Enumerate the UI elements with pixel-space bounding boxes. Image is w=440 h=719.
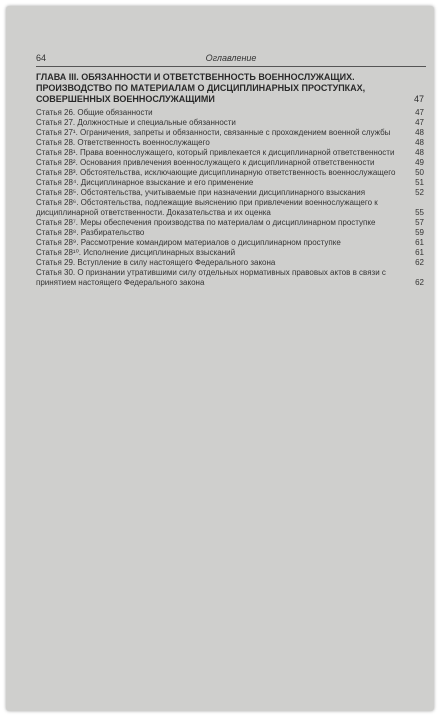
toc-entry xyxy=(36,168,424,178)
toc-entry-page: 52 xyxy=(415,188,424,197)
toc-entry-page: 51 xyxy=(415,178,424,187)
toc-entry-page: 49 xyxy=(415,158,424,167)
toc-entry-label: Статья 28³. Обстоятельства, исключающие дисциплинарную ответственность военнослужащего xyxy=(36,168,396,177)
toc-entry xyxy=(36,188,424,198)
toc-entry-page: 57 xyxy=(415,218,424,227)
toc-entry-label: Статья 28⁵. Обстоятельства, учитываемые при назначении дисциплинарного взыскания xyxy=(36,188,366,197)
toc-entry-page: 62 xyxy=(415,278,424,287)
toc-entry-label: Статья 28⁸. Разбирательство xyxy=(36,228,145,237)
table-of-contents xyxy=(36,108,424,288)
toc-entry-label: Статья 28⁷. Меры обеспечения производства по материалам о дисциплинарном проступке xyxy=(36,218,376,227)
toc-entry-page: 50 xyxy=(415,168,424,177)
toc-entry-page: 61 xyxy=(415,238,424,247)
toc-entry-label: Статья 27¹. Ограничения, запреты и обязанности, связанные с прохождением военной службы xyxy=(36,128,391,137)
toc-entry xyxy=(36,158,424,168)
toc-entry-page: 62 xyxy=(415,258,424,267)
toc-entry-page: 59 xyxy=(415,228,424,237)
toc-entry xyxy=(36,238,424,248)
toc-entry-page: 61 xyxy=(415,248,424,257)
toc-entry xyxy=(36,148,424,158)
toc-entry-label: Статья 27. Должностные и специальные обязанности xyxy=(36,118,236,127)
toc-entry xyxy=(36,138,424,148)
toc-entry xyxy=(36,198,424,218)
toc-entry-page: 48 xyxy=(415,148,424,157)
toc-entry-page: 47 xyxy=(415,118,424,127)
toc-entry-label: Статья 30. О признании утратившими силу отдельных нормативных правовых актов в связи с принятием настоящего Федерального закона xyxy=(36,268,386,287)
toc-entry xyxy=(36,248,424,258)
toc-entry xyxy=(36,218,424,228)
toc-entry xyxy=(36,268,424,288)
toc-entry xyxy=(36,108,424,118)
toc-entry-label: Статья 28². Основания привлечения военнослужащего к дисциплинарной ответственности xyxy=(36,158,375,167)
toc-entry-label: Статья 26. Общие обязанности xyxy=(36,108,153,117)
toc-entry-page: 48 xyxy=(415,128,424,137)
toc-entry xyxy=(36,228,424,238)
toc-entry-label: Статья 28⁶. Обстоятельства, подлежащие выяснению при привлечении военнослужащего к дисциплинарной ответственности. Доказательства и их оценка xyxy=(36,198,378,217)
toc-entry-page: 47 xyxy=(415,108,424,117)
toc-entry-label: Статья 28¹⁰. Исполнение дисциплинарных взысканий xyxy=(36,248,236,257)
toc-entry-page: 48 xyxy=(415,138,424,147)
toc-entry-label: Статья 28⁴. Дисциплинарное взыскание и его применение xyxy=(36,178,254,187)
book-page xyxy=(6,6,434,711)
chapter-page-number: 47 xyxy=(413,94,424,104)
toc-entry xyxy=(36,118,424,128)
chapter-title: ГЛАВА III. ОБЯЗАННОСТИ И ОТВЕТСТВЕННОСТЬ ВОЕННОСЛУЖАЩИХ. ПРОИЗВОДСТВО ПО МАТЕРИАЛАМ О ДИСЦИПЛИНАРНЫХ ПРОСТУПКАХ, СОВЕРШЕННЫХ ВОЕННОСЛУЖАЩИМИ xyxy=(36,72,366,104)
toc-entry-page: 55 xyxy=(415,208,424,217)
page-number: 64 xyxy=(36,53,47,63)
page-header xyxy=(36,53,426,67)
toc-entry xyxy=(36,128,424,138)
toc-entry-label: Статья 28¹. Права военнослужащего, который привлекается к дисциплинарной ответственности xyxy=(36,148,395,157)
toc-entry-label: Статья 29. Вступление в силу настоящего Федерального закона xyxy=(36,258,276,267)
toc-entry-label: Статья 28⁹. Рассмотрение командиром материалов о дисциплинарном проступке xyxy=(36,238,341,247)
running-title: Оглавление xyxy=(205,53,257,63)
toc-entry xyxy=(36,258,424,268)
chapter-heading xyxy=(36,72,424,105)
toc-entry-label: Статья 28. Ответственность военнослужащего xyxy=(36,138,210,147)
toc-entry xyxy=(36,178,424,188)
